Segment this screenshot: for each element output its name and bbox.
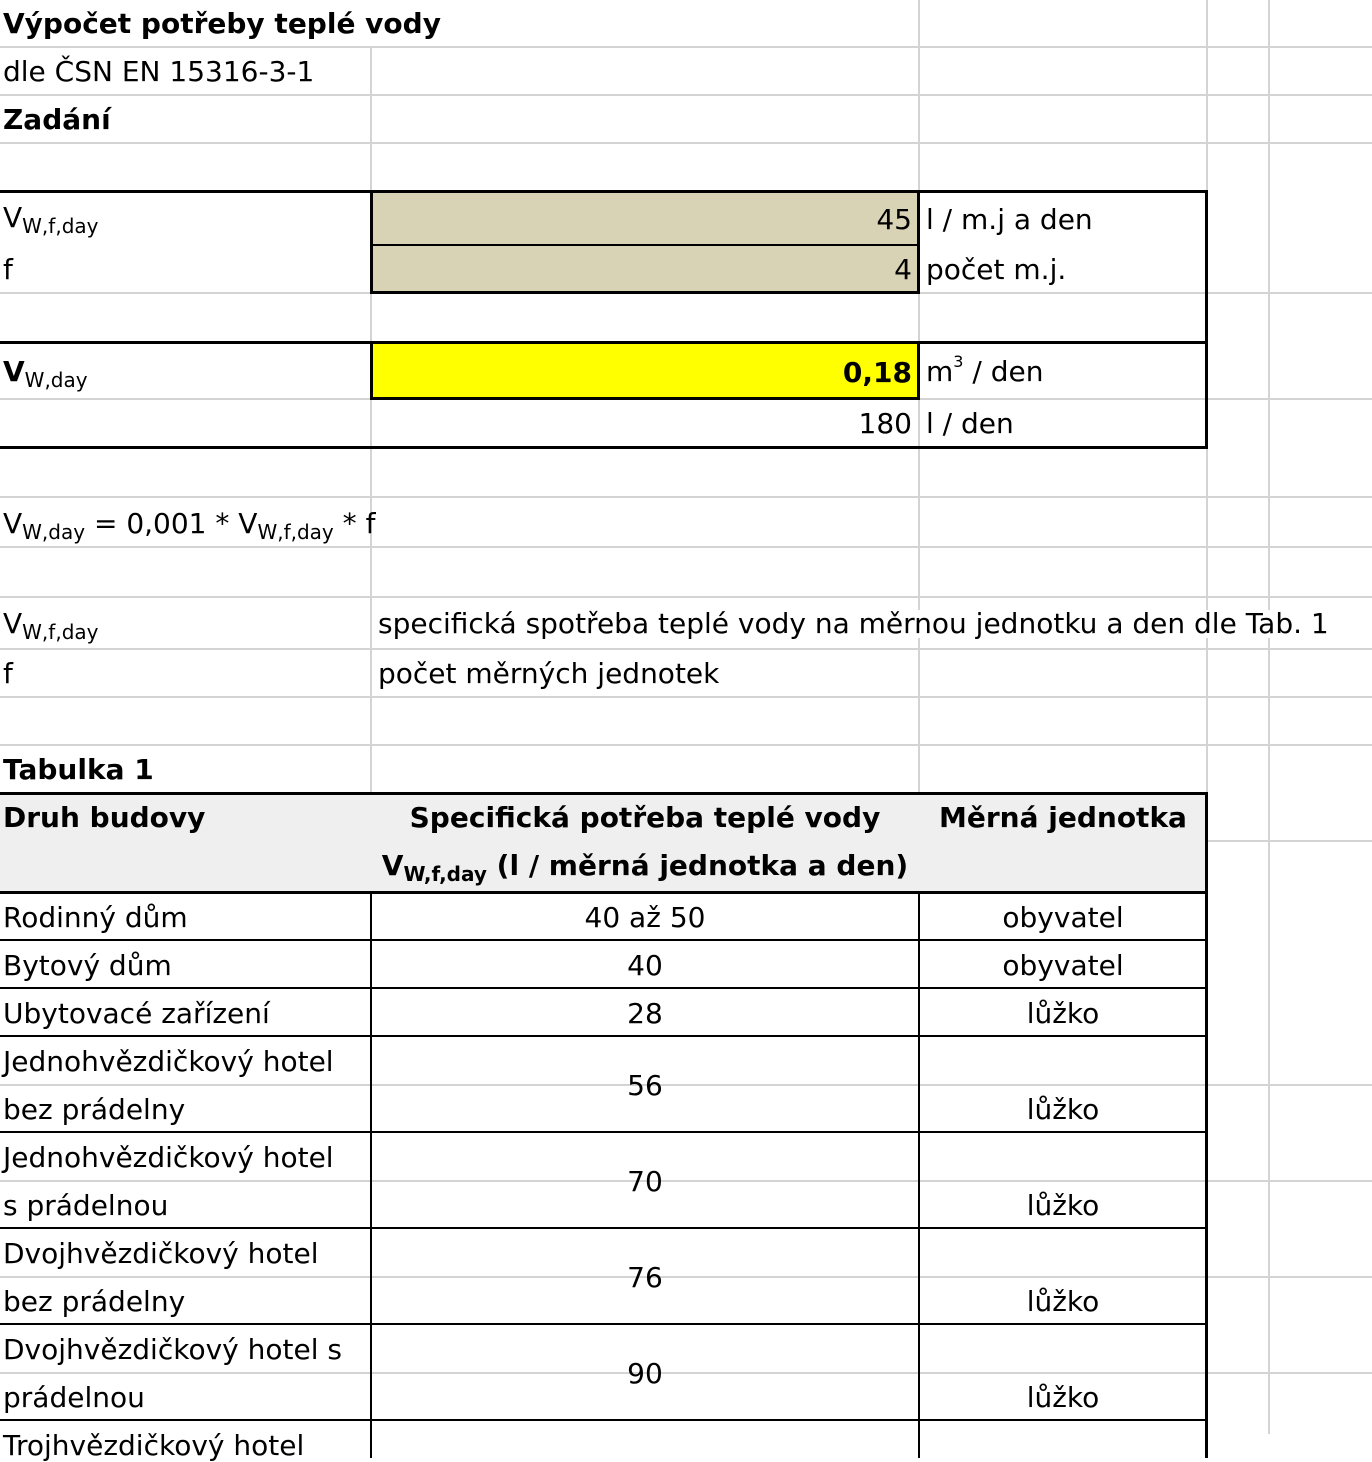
- cell-value[interactable]: 28: [627, 997, 663, 1030]
- f-unit[interactable]: počet m.j.: [926, 253, 1067, 286]
- border: [0, 891, 1208, 894]
- cell-unit[interactable]: lůžko: [1026, 997, 1100, 1030]
- f-symbol[interactable]: f: [3, 253, 13, 286]
- legend-f-symbol[interactable]: f: [3, 657, 13, 690]
- border: [370, 244, 920, 246]
- cell-building[interactable]: Dvojhvězdičkový hotel: [3, 1237, 319, 1270]
- cell-value[interactable]: 90: [627, 1357, 663, 1390]
- sheet-title[interactable]: Výpočet potřeby teplé vody: [3, 7, 441, 40]
- header-unit[interactable]: Měrná jednotka: [939, 801, 1187, 834]
- gridline: [1268, 0, 1270, 1458]
- cell-building[interactable]: Ubytovacé zařízení: [3, 997, 270, 1030]
- gridline: [0, 94, 1372, 96]
- vwf-unit[interactable]: l / m.j a den: [926, 203, 1093, 236]
- header-specific-demand-unit[interactable]: $V_{W,f,day}$ (l / měrná jednotka a den): [381, 849, 909, 886]
- header-building-type[interactable]: Druh budovy: [3, 801, 206, 834]
- border: [370, 190, 373, 294]
- gridline: [0, 546, 1372, 548]
- header-specific-demand[interactable]: Specifická potřeba teplé vody: [409, 801, 881, 834]
- cell-building[interactable]: Jednohvězdičkový hotel: [3, 1045, 334, 1078]
- cell-unit[interactable]: lůžko: [1026, 1189, 1100, 1222]
- legend-vwf-desc[interactable]: specifická spotřeba teplé vody na měrnou jednotku a den dle Tab. 1: [378, 610, 1335, 638]
- cell-unit[interactable]: lůžko: [1026, 1381, 1100, 1414]
- cell-building[interactable]: Rodinný dům: [3, 901, 188, 934]
- cell-building[interactable]: Bytový dům: [3, 949, 172, 982]
- gridline: [0, 142, 1372, 144]
- border: [370, 291, 920, 294]
- cell-value[interactable]: 40 až 50: [584, 901, 706, 934]
- vwf-symbol[interactable]: $V_{W,f,day}$: [3, 201, 99, 238]
- cell-unit[interactable]: obyvatel: [1002, 901, 1124, 934]
- border: [917, 341, 920, 399]
- border: [917, 190, 920, 294]
- gridline: [0, 596, 1372, 598]
- border: [370, 397, 920, 400]
- cell-building-line2[interactable]: prádelnou: [3, 1381, 145, 1414]
- cell-value[interactable]: 76: [627, 1261, 663, 1294]
- border: [0, 341, 1208, 344]
- border: [0, 1131, 1208, 1133]
- legend-vwf-symbol[interactable]: $V_{W,f,day}$: [3, 607, 99, 644]
- cell-building[interactable]: Jednohvězdičkový hotel: [3, 1141, 334, 1174]
- vw-result-cell[interactable]: 0,18: [842, 356, 912, 389]
- table-caption[interactable]: Tabulka 1: [3, 753, 154, 786]
- cell-value[interactable]: 56: [627, 1069, 663, 1102]
- gridline: [0, 696, 1372, 698]
- cell-building-line2[interactable]: s prádelnou: [3, 1189, 169, 1222]
- legend-f-desc[interactable]: počet měrných jednotek: [378, 657, 720, 690]
- border: [0, 1035, 1208, 1037]
- cell-unit[interactable]: obyvatel: [1002, 949, 1124, 982]
- liters-unit[interactable]: l / den: [926, 407, 1014, 440]
- border: [0, 939, 1208, 941]
- cell-unit[interactable]: lůžko: [1026, 1093, 1100, 1126]
- cell-building-line2[interactable]: bez prádelny: [3, 1285, 186, 1318]
- f-value-cell[interactable]: 4: [894, 253, 912, 286]
- border: [0, 987, 1208, 989]
- border: [0, 1227, 1208, 1229]
- cell-value[interactable]: 70: [627, 1165, 663, 1198]
- border: [0, 792, 1208, 795]
- gridline: [0, 496, 1372, 498]
- liters-value-cell[interactable]: 180: [858, 407, 912, 440]
- cell-building-line2[interactable]: bez prádelny: [3, 1093, 186, 1126]
- border: [1205, 190, 1208, 449]
- border: [0, 446, 1208, 449]
- vwf-value-cell[interactable]: 45: [876, 203, 912, 236]
- gridline: [0, 744, 1372, 746]
- vw-unit[interactable]: $m^3$ / den: [926, 352, 1044, 388]
- vw-symbol[interactable]: $V_{W,day}$: [3, 355, 88, 392]
- border: [370, 341, 373, 399]
- cell-building[interactable]: Dvojhvězdičkový hotel s: [3, 1333, 342, 1366]
- norm-reference[interactable]: dle ČSN EN 15316-3-1: [3, 55, 315, 88]
- border: [0, 1323, 1208, 1325]
- formula[interactable]: $V_{W,day} = 0,001 * V_{W,f,day} * f$: [3, 507, 376, 544]
- cell-value[interactable]: 40: [627, 949, 663, 982]
- cell-building[interactable]: Trojhvězdičkový hotel: [3, 1429, 305, 1462]
- cell-unit[interactable]: lůžko: [1026, 1285, 1100, 1318]
- input-heading[interactable]: Zadání: [3, 103, 111, 136]
- gridline: [0, 648, 1372, 650]
- gridline: [0, 46, 1372, 48]
- border: [0, 190, 1208, 193]
- border: [0, 1419, 1208, 1421]
